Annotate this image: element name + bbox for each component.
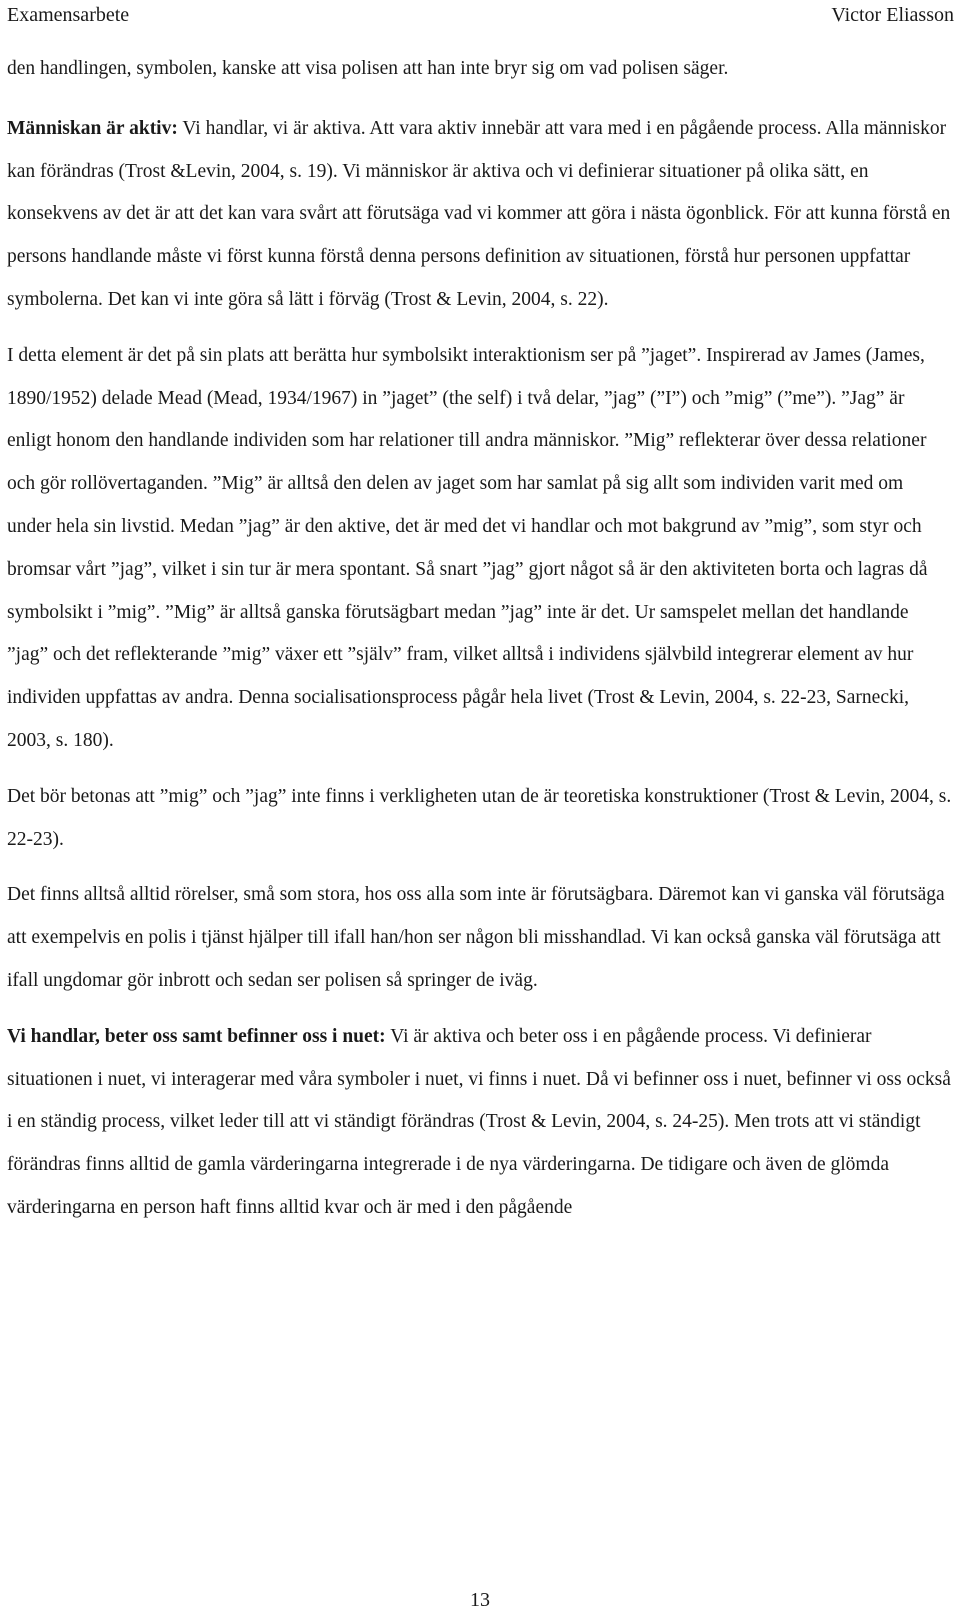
paragraph-text: Det bör betonas att ”mig” och ”jag” inte finns i verkligheten utan de är teoretiska konstruktioner (Trost & Levin, 2004, s. 22-23). bbox=[7, 785, 952, 850]
document-body bbox=[7, 48, 952, 1243]
header-title: Examensarbete bbox=[7, 4, 130, 26]
paragraph-present bbox=[7, 1016, 952, 1230]
paragraph-text: den handlingen, symbolen, kanske att visa polisen att han inte bryr sig om vad polisen säger. bbox=[7, 58, 729, 79]
paragraph-lead-heading: Människan är aktiv: bbox=[7, 117, 178, 139]
page-number: 13 bbox=[470, 1589, 490, 1611]
page-header bbox=[7, 0, 954, 30]
paragraph-theoretical-constructs bbox=[7, 776, 952, 862]
paragraph-lead-heading: Vi handlar, beter oss samt befinner oss i nuet: bbox=[7, 1025, 386, 1047]
paragraph-text: Vi är aktiva och beter oss i en pågående process. Vi definierar situationen i nuet, vi interagerar med våra symboler i nuet, vi finns i nuet. Då vi befinner oss i nuet, befinner vi oss också i en ständig process, vilket leder till att vi ständigt förändras (Trost & Levin, 2004, s. 24-25). Men trots att vi ständigt förändras finns alltid de gamla värderingarna integrerade i de nya värderingarna. De tidigare och även de glömda värderingarna en person haft finns alltid kvar och är med i den pågående bbox=[7, 1025, 951, 1218]
page-footer bbox=[0, 1586, 960, 1614]
paragraph-self-theory bbox=[7, 335, 952, 763]
paragraph-text: Det finns alltså alltid rörelser, små som stora, hos oss alla som inte är förutsägbara. Däremot kan vi ganska väl förutsäga att exempelvis en polis i tjänst hjälper till ifall han/hon ser någon bli misshandlad. Vi kan också ganska väl förutsäga att ifall ungdomar gör inbrott och sedan ser polisen så springer de iväg. bbox=[7, 884, 945, 991]
paragraph-predictability bbox=[7, 874, 952, 1002]
paragraph-active-human bbox=[7, 108, 952, 322]
header-author: Victor Eliasson bbox=[831, 4, 954, 26]
paragraph-text: I detta element är det på sin plats att berätta hur symbolsikt interaktionism ser på ”jaget”. Inspirerad av James (James, 1890/1952) delade Mead (Mead, 1934/1967) in ”jaget” (the self) i två delar, ”jag” (”I”) och ”mig” (”me”). ”Jag” är enligt honom den handlande individen som har relationer till andra människor. ”Mig” reflekterar över dessa relationer och gör rollövertaganden. ”Mig” är alltså den delen av jaget som har samlat på sig allt som individen varit med om under hela sin livstid. Medan ”jag” är den aktive, det är med det vi handlar och mot bakgrund av ”mig”, som styr och bromsar vårt ”jag”, vilket i sin tur är mera spontant. Så snart ”jag” gjort något så är den aktiviteten borta och lagras då symbolsikt i ”mig”. ”Mig” är alltså ganska förutsägbart medan ”jag” inte är det. Ur samspelet mellan det handlande ”jag” och det reflekterande ”mig” växer ett ”själv” fram, vilket alltså i individens självbild integrerar element av hur individen uppfattas av andra. Denna socialisationsprocess pågår hela livet (Trost & Levin, 2004, s. 22-23, Sarnecki, 2003, s. 180). bbox=[7, 344, 928, 751]
paragraph-text: Vi handlar, vi är aktiva. Att vara aktiv innebär att vara med i en pågående process. Alla människor kan förändras (Trost &Levin, 2004, s. 19). Vi människor är aktiva och vi definierar situationer på olika sätt, en konsekvens av det är att det kan vara svårt att förutsäga vad vi kommer att göra i nästa ögonblick. För att kunna förstå en persons handlande måste vi först kunna förstå denna persons definition av situationen, förstå hur personen uppfattar symbolerna. Det kan vi inte göra så lätt i förväg (Trost & Levin, 2004, s. 22). bbox=[7, 117, 951, 310]
paragraph-intro bbox=[7, 48, 952, 91]
